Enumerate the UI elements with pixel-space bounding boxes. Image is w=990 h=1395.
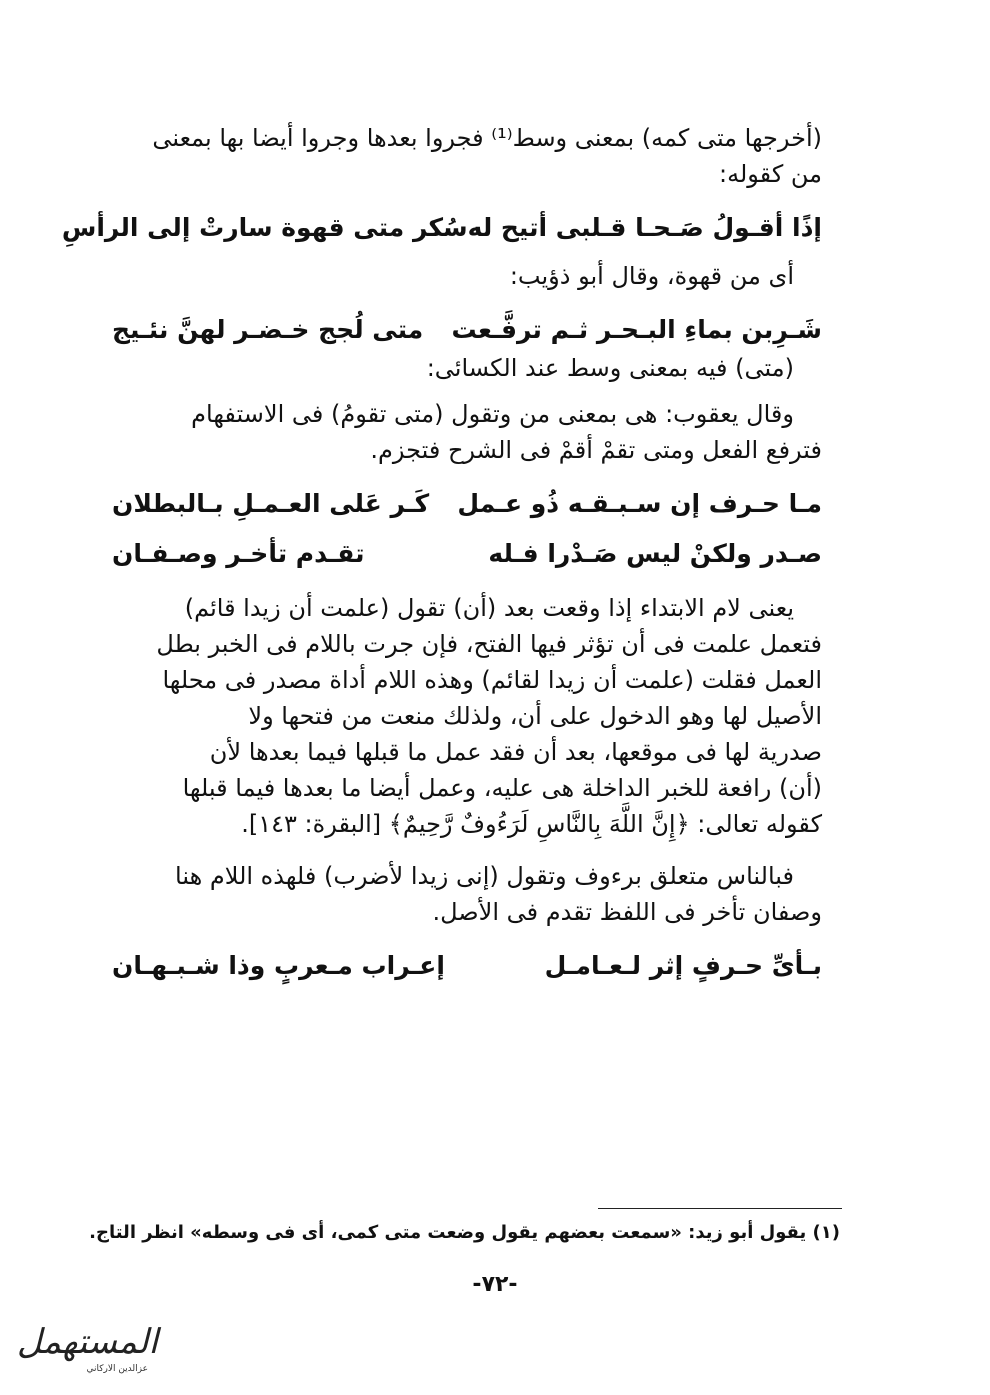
text-line: العمل فقلت (علمت أن زيدا لقائم) وهذه اللام أداة مصدر فى محلها <box>162 666 822 694</box>
paragraph-4 <box>112 396 822 468</box>
stamp-caption: عزالدين الاركاني <box>86 1364 148 1374</box>
text-line: صدرية لها فى موقعها، بعد أن فقد عمل ما قبلها فيما بعدها لأن <box>209 738 822 766</box>
stamp-calligraphy: المستهمل <box>16 1322 158 1362</box>
footnote: (١) يقول أبو زيد: «سمعت بعضهم يقول وضعت متى كمى، أى فى وسطه» انظر التاج. <box>89 1222 840 1243</box>
verse-2 <box>112 310 822 350</box>
verse-right-hemistich: مـا حـرف إن سـبـقـه ذُو عـمل <box>457 489 822 518</box>
text-line: من كقوله: <box>719 160 822 188</box>
verse-right-hemistich: بـأىِّ حـرفٍ إثر لـعـامـل <box>544 951 822 980</box>
verse-right-hemistich: صـدر ولكنْ ليس صَـدْرا فـله <box>488 539 822 568</box>
footnote-divider <box>598 1208 842 1209</box>
verse-1 <box>61 208 822 248</box>
text-line: (أخرجها متى كمه) بمعنى وسط⁽¹⁾ فجروا بعدها وجروا أيضا بها بمعنى <box>152 124 822 152</box>
text-line: فبالناس متعلق برءوف وتقول (إنى زيدا لأضرب) فلهذه اللام هنا <box>175 862 794 890</box>
paragraph-5 <box>112 590 822 842</box>
text-line: وصفان تأخر فى اللفظ تقدم فى الأصل. <box>432 898 822 926</box>
verse-right-hemistich: إذًا أقـولُ صَـحـا قـلبى أتيح له <box>467 213 822 242</box>
paragraph-2 <box>112 258 822 294</box>
text-line: فترفع الفعل ومتى تقمْ أقمْ فى الشرح فتجزم. <box>370 436 822 464</box>
verse-left-hemistich: سُكر متى قهوة سارتْ إلى الرأسِ <box>61 213 468 242</box>
text-line: (أن) رافعة للخبر الداخلة هى عليه، وعمل أيضا ما بعدها فيما قبلها <box>182 774 822 802</box>
verse-left-hemistich: متى لُجج خـضـر لهنَّ نئـيج <box>112 315 424 344</box>
verse-3 <box>112 484 822 524</box>
library-stamp-logo <box>8 1318 158 1380</box>
text-line: كقوله تعالى: ﴿إِنَّ اللَّهَ بِالنَّاسِ لَرَءُوفٌ رَّحِيمٌ﴾ [البقرة: ١٤٣]. <box>241 810 822 838</box>
paragraph-6 <box>112 858 822 930</box>
text-line: أى من قهوة، وقال أبو ذؤيب: <box>509 262 794 290</box>
verse-left-hemistich: إعـراب مـعربٍ وذا شـبـهـان <box>112 951 445 980</box>
text-line: فتعمل علمت فى أن تؤثر فيها الفتح، فإن جرت باللام فى الخبر بطل <box>156 630 822 658</box>
paragraph-3 <box>112 350 822 386</box>
text-line: يعنى لام الابتداء إذا وقعت بعد (أن) تقول (علمت أن زيدا قائم) <box>184 594 794 622</box>
text-line: (متى) فيه بمعنى وسط عند الكسائى: <box>426 354 794 382</box>
text-line: وقال يعقوب: هى بمعنى من وتقول (متى تقومُ) فى الاستفهام <box>191 400 794 428</box>
page-number: -٧٢- <box>472 1272 518 1297</box>
verse-left-hemistich: كَـر عَلى العـمـلِ بـالبطلان <box>112 489 430 518</box>
text-line: الأصيل لها وهو الدخول على أن، ولذلك منعت من فتحها ولا <box>248 702 822 730</box>
verse-5 <box>112 946 822 986</box>
verse-right-hemistich: شَـرِبن بماءِ البـحـر ثـم ترفَّـعت <box>451 315 822 344</box>
verse-left-hemistich: تقـدم تأخـر وصـفـان <box>112 539 365 568</box>
page-body <box>61 120 822 986</box>
paragraph-1 <box>112 120 822 192</box>
verse-4 <box>112 534 822 574</box>
